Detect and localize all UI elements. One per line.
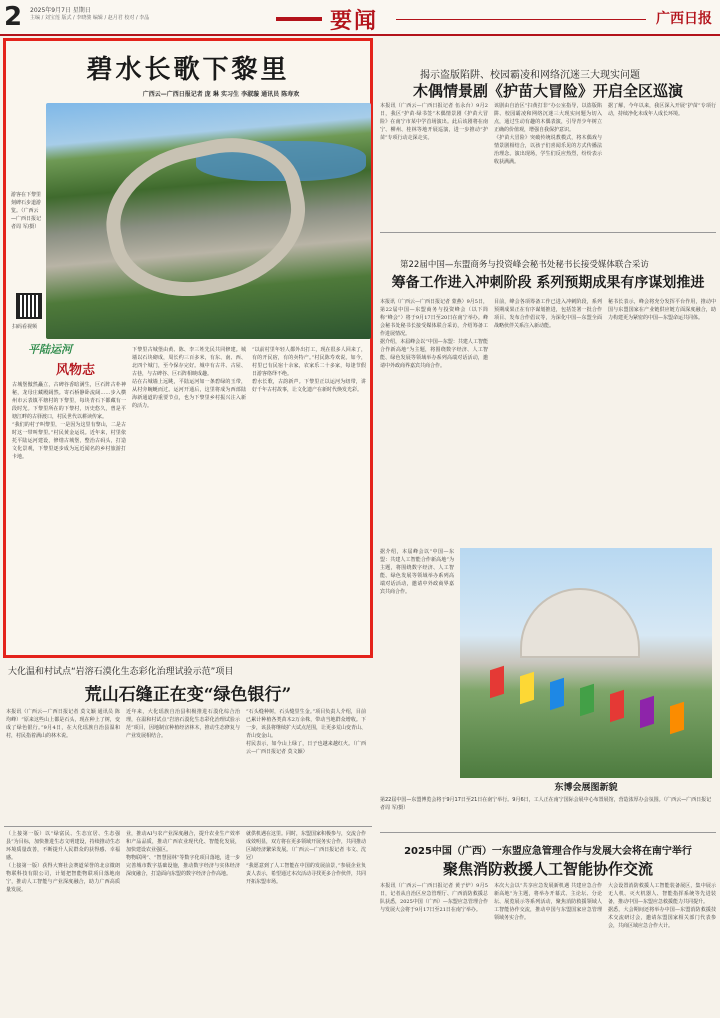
- forum-col-1: [380, 298, 488, 544]
- divider: [380, 232, 716, 233]
- divider: [380, 832, 716, 833]
- puppet-paragraph: 据了解，今年以来，我区深入开展“护苗”专项行动，持续净化未成年人成长环境。: [608, 103, 716, 117]
- column-logo: 平陆运河: [28, 343, 72, 356]
- fire-paragraph: 大会设置消防救援人工智能装备展区，集中展示无人机、灭火机器人、智能指挥系统等先进装备，推动中国—东盟应急救援能力共同提升。: [608, 883, 716, 905]
- bank-paragraph: “石头缝种树，石头缝里生金。”项目负责人介绍，目前已累计种植各类苗木2万余株，带动当地群众增收。下一步，该县将继续扩大试点范围，让更多荒山变青山、青山变金山。: [246, 709, 366, 739]
- qr-label: 扫码看视频: [12, 324, 38, 330]
- qr-code-icon[interactable]: [16, 293, 42, 319]
- feature-paragraph: 下黎里古城堡由黄、陈、李三姓先民共同修建。城墙以石块砌成，周长约三百多米，有东、南、西、北四个城门，至今保存完好。城中有古井、古屋、古巷，与古碑谷、巨石阵相映成趣。: [132, 347, 246, 377]
- forum-title: 筹备工作进入冲刺阶段 系列预期成果有序谋划推进: [391, 275, 705, 291]
- expo-photo-caption: 东博会展图新貌: [554, 783, 618, 793]
- forum-col-4: [380, 548, 454, 792]
- forum-paragraph: 据介绍，本届峰会以“中国—东盟：共建人工智能合作新高地”为主题，将围绕数字经济、人工智能、绿色发展等领域举办系列高端对话活动，邀请中外政商界嘉宾共商合作。: [380, 339, 488, 369]
- footer-col-2: [126, 830, 240, 1010]
- flag-shape: [550, 678, 564, 711]
- bank-paragraph: 近年来，大化瑶族自治县积极推进石漠化综合治理，在温和村试点“岩溶石漠化生态彩化治理试验示范”项目，因地制宜种植经济林木，推动生态修复与产业发展相结合。: [126, 709, 240, 739]
- fire-paragraph: 据悉，大会期间还将举办中国—东盟消防救援技术交流研讨会，邀请东盟国家相关部门代表参会，共商区域应急合作大计。: [608, 907, 716, 929]
- expo-hall-shape: [520, 588, 640, 658]
- puppet-kicker: 揭示盗版陷阱、校园霸凌和网络沉迷三大现实问题: [420, 70, 640, 81]
- puppet-title: 木偶情景剧《护苗大冒险》开启全区巡演: [412, 82, 683, 100]
- forum-paragraph-cont: 据介绍，本届峰会以“中国—东盟：共建人工智能合作新高地”为主题，将围绕数字经济、人工智能、绿色发展等领域举办系列高端对话活动，邀请中外政商界嘉宾共商合作。: [380, 549, 454, 595]
- footer-paragraph: 业，推动AI与农产业深度融合，提升农业生产效率和产品品质，推动广西农业现代化、智能化发展，加快建设农业强区。: [126, 831, 240, 853]
- feature-paragraph: 古城堡傲然矗立，古碑谷香暗满生，巨石阵古朴神秘，龙母庄藏殿阔然。寄石桥静卧流阔……步入横州市云表镇平塘村的下黎里，每块青石下都藏有一段时光。下黎里所在的下黎村，历史悠久，曾是平塘江畔的古驿渡口，村民世代以耕读传家。: [12, 382, 126, 420]
- feature-paragraph: 站在古城墙上远眺，平陆运河如一条碧绿的玉带，从村旁蜿蜒而过。运河开通后，这里将成为西部陆海新通道的重要节点，也为下黎里乡村振兴注入新的活力。: [132, 379, 246, 409]
- flag-shape: [520, 672, 534, 705]
- forum-paragraph: 本报讯（广西云—广西日报记者 蒙燕）9月5日，第22届中国—东盟商务与投资峰会（以下简称“峰会”）将于9月17日至20日在南宁举办。峰会秘书处秘书长接受媒体联合采访，介绍筹备工作进展情况。: [380, 299, 488, 337]
- feature-photo: [46, 103, 371, 339]
- expo-photo: [460, 548, 712, 778]
- footer-paragraph: （上接第一版）获得大赛社会赛道荣誉的北京微朗物联科技有限公司，计划把智能物联项目落地南宁，推动人工智能与产业深度融合，助力广西高质量发展。: [6, 863, 120, 893]
- section-bar-left: [276, 17, 322, 21]
- puppet-col-1: [380, 102, 488, 222]
- forum-kicker: 第22届中国—东盟商务与投资峰会秘书处秘书长接受媒体联合采访: [400, 260, 649, 270]
- fire-col-1: [380, 882, 488, 1014]
- feature-title: 碧水长歌下黎里: [86, 55, 290, 85]
- flag-shape: [610, 690, 624, 723]
- puppet-paragraph: 该剧由自治区“扫黄打非”办公室指导，以盗版陷阱、校园霸凌和网络沉迷三大现实问题为切入点，通过生动有趣的木偶表演，引导青少年树立正确的价值观，增强自我保护意识。: [494, 103, 602, 133]
- editor-line: 主编 / 刘宝莲 版式 / 李晓骏 编辑 / 赵月君 校对 / 李晶: [30, 15, 150, 21]
- feature-photo-caption: 游客在下黎里刻碑石步道游览。（广西云—广西日报记者周 军/摄）: [11, 192, 42, 230]
- bank-title: 荒山石缝正在变“绿色银行”: [84, 685, 292, 705]
- footer-paragraph: 就供机遇在这里。同时，东盟国家积极参与，交流合作成效明显，双方将在更多领域开展务实合作，共同推动区域经济繁荣发展。（广西云—广西日报记者 韦文、沈冠）: [246, 831, 366, 861]
- forum-paragraph: 秘书长表示，峰会将充分发挥平台作用，推动中国与东盟国家在产业链供应链方面深度融合，助力构建更为紧密的中国—东盟命运共同体。: [608, 299, 716, 321]
- fire-col-2: [494, 882, 602, 1014]
- feature-text-col-2: [132, 346, 246, 651]
- fire-subtitle: 聚焦消防救援人工智能协作交流: [442, 860, 653, 878]
- section-title: 要闻: [330, 8, 379, 34]
- fire-title: 2025中国（广西）一东盟应急管理合作与发展大会将在南宁举行: [404, 846, 692, 857]
- bank-kicker: 大化温和村试点“岩溶石漠化生态彩化治理试验示范”项目: [8, 667, 234, 677]
- forum-col-2: [494, 298, 602, 544]
- bank-col-1: [6, 708, 120, 822]
- fire-paragraph: 本报讯（广西云—广西日报记者 黄子炉）9月5日，记者从自治区应急管理厅、广西消防救援总队获悉，2025中国（广西）—东盟应急管理合作与发展大会将于9月17日至21日在南宁举办。: [380, 883, 488, 913]
- forum-col-3: [608, 298, 716, 544]
- expo-photo-note: 第22届中国—东盟博览会将于9月17日至21日在南宁举行。9月6日，工人正在南宁国际会展中心布置展馆，营造浓厚办会氛围。（广西云—广西日报记者周 军/摄）: [380, 797, 712, 811]
- bank-col-3: [246, 708, 366, 822]
- feature-paragraph: “我们的村子叫黎里，一是因为这里有黎山，二是古时这一带叫黎里。”村民黄金运说。近年来，村里依托平陆运河建设，修缮古城堡，整治古码头，打造文化景观，下黎里逐步成为远近闻名的乡村旅游打卡地。: [12, 422, 126, 460]
- flag-shape: [670, 702, 684, 735]
- date-line: 2025年9月7日 星期日: [30, 7, 91, 14]
- bank-col-2: [126, 708, 240, 822]
- flag-shape: [490, 666, 504, 699]
- feature-text-col-3: [252, 346, 366, 651]
- puppet-paragraph: 本报讯（广西云—广西日报记者 伍永台）9月2日，我区“护苗·绿书签”木偶情景剧《护苗大冒险》在南宁市某中学首场演出。此后该剧将在南宁、柳州、桂林等地开展巡演，进一步推动“护苗”专项行动走深走实。: [380, 103, 488, 141]
- forum-paragraph: 目前，峰会各项筹备工作已进入冲刺阶段，系列预期成果正在有序谋划推进，包括签署一批合作项目、发布合作倡议等，为深化中国—东盟全面战略伙伴关系注入新动能。: [494, 299, 602, 329]
- feature-story: [3, 38, 373, 658]
- section-bar-right: [396, 19, 646, 20]
- fire-col-3: [608, 882, 716, 1014]
- feature-paragraph: 碧水长歌，古韵新声。下黎里正以运河为纽带，讲好千年古村故事，让文化遗产在新时代焕发光彩。: [252, 379, 366, 393]
- flag-shape: [580, 684, 594, 717]
- footer-col-1: [6, 830, 120, 1010]
- footer-paragraph: 物物联网”、“智慧园林”等数字化项目落地，进一步完善城市数字基础设施，推动数字经济与实体经济深度融合，打造面向东盟的数字经济合作高地。: [126, 855, 240, 877]
- feature-paragraph: “以前村里年轻人都外出打工，现在很多人回来了，有的开民宿，有的卖特产。”村民陈寿欢说。如今，村里已有民宿十余家，农家乐二十多家，每逢节假日游客络绎不绝。: [252, 347, 366, 377]
- puppet-paragraph: 《护苗大冒险》突破传统说教模式，将木偶戏与情景剧相结合，以孩子们喜闻乐见的方式传播法治理念。演出现场，学生们反应热烈，纷纷表示收获满满。: [494, 135, 602, 165]
- fire-paragraph: 本次大会以“共享应急发展新机遇 共建应急合作新高地”为主题，将举办开幕式、主论坛、分论坛、展览展示等系列活动，聚焦消防救援领域人工智能协作交流，推动中国与东盟国家应急管理领域务实合作。: [494, 883, 602, 921]
- divider: [4, 826, 372, 827]
- flag-shape: [640, 696, 654, 729]
- feature-text-col-1: [12, 381, 126, 651]
- newspaper-logo: 广西日报: [656, 11, 712, 27]
- bank-paragraph: 村民表示，如今山上绿了，日子也越来越红火。（广西云—广西日报记者 莫文颖）: [246, 741, 366, 755]
- footer-paragraph: “我愿意到了人工智能在中国的发展前景，”参展企业负责人表示，希望通过本次活动寻找更多合作伙伴，共同开拓东盟市场。: [246, 863, 366, 885]
- page-number: 2: [4, 2, 23, 32]
- puppet-col-3: [608, 102, 716, 222]
- masthead: [0, 0, 720, 36]
- feature-byline: 广西云—广西日报记者 庞 琳 实习生 李淑璇 通讯员 陈寿欢: [142, 91, 300, 98]
- puppet-col-2: [494, 102, 602, 222]
- bank-paragraph: 本报讯（广西云—广西日报记者 莫文颖 通讯员 陈均峰）“原来这些山上都是石头，现在种上了树，变成了绿色银行。”9月4日，在大化瑶族自治县温和村，村民指着满山的林木说。: [6, 709, 120, 739]
- footer-col-3: [246, 830, 366, 1010]
- column-logo-sub: 风物志: [56, 363, 96, 378]
- footer-paragraph: （上接第一版）以“绿富民、生态宜居、生态强县”为目标，加快推进生态文明建设，持续推动生态环境质量改善，不断提升人民群众的获得感、幸福感。: [6, 831, 120, 861]
